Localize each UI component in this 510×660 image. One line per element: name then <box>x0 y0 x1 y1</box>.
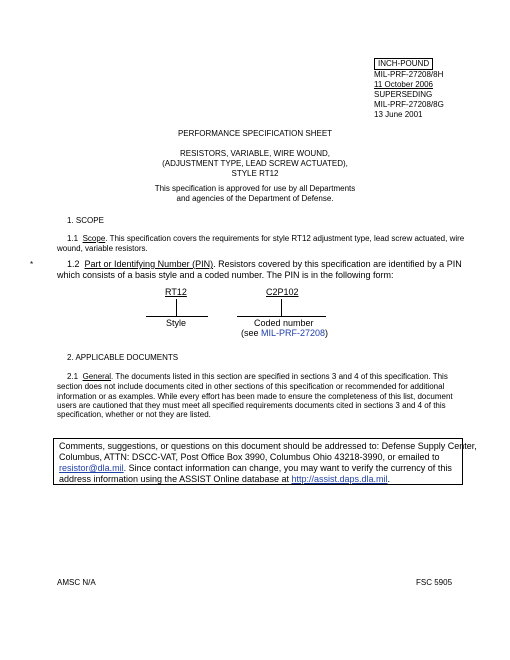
para-2-1-text-5: specification, whether or not they are listed. <box>57 410 211 419</box>
comments-line-3-rest: . Since contact information can change, you may want to verify the currency of this <box>123 463 452 473</box>
section-2-heading: 2. APPLICABLE DOCUMENTS <box>67 353 179 362</box>
inch-pound-label: INCH-POUND <box>374 58 433 70</box>
para-2-1-text-1: . The documents listed in this section are specified in sections 3 and 4 of this specification. This <box>111 372 448 381</box>
comments-line-4-suffix: . <box>387 474 391 484</box>
comments-line-4 <box>59 474 457 485</box>
pin-style-code: RT12 <box>165 287 187 297</box>
paragraph-1-2 <box>67 259 487 270</box>
comments-line-4-prefix: address information using the ASSIST Online database at <box>59 474 292 484</box>
change-mark: * <box>30 260 34 269</box>
doc-number: MIL-PRF-27208/8H <box>374 70 444 79</box>
comments-line-2: Columbus, ATTN: DSCC-VAT, Post Office Box 3990, Columbus Ohio 43218-3990, or emailed to <box>59 452 440 462</box>
title-line-3: (ADJUSTMENT TYPE, LEAD SCREW ACTUATED), <box>162 159 348 168</box>
para-1-1-title: Scope <box>82 234 106 243</box>
paragraph-2-1 <box>67 372 487 382</box>
assist-url-link[interactable]: http://assist.daps.dla.mil <box>291 474 388 484</box>
para-1-1-text-1: . This specification covers the requirements for style RT12 adjustment type, lead screw actuated, wire <box>105 234 465 243</box>
footer-amsc: AMSC N/A <box>57 578 96 587</box>
para-1-2-text-1: . Resistors covered by this specification are identified by a PIN <box>213 259 462 269</box>
pin-style-label: Style <box>166 318 187 328</box>
comments-line-3 <box>59 463 457 474</box>
para-1-2-text-2: which consists of a basis style and a coded number. The PIN is in the following form: <box>57 270 394 280</box>
title-line-2: RESISTORS, VARIABLE, WIRE WOUND, <box>180 149 330 158</box>
comments-box <box>53 438 477 485</box>
mil-prf-27208-link[interactable]: MIL-PRF-27208 <box>261 328 326 338</box>
pin-see-reference <box>241 328 328 339</box>
section-1-heading: 1. SCOPE <box>67 216 104 225</box>
superseded-date: 13 June 2001 <box>374 110 423 119</box>
para-2-1-text-4: users are cautioned that they must meet all specified requirements documents cited in sections 3 and 4 of this <box>57 401 446 410</box>
doc-date: 11 October 2006 <box>374 80 434 89</box>
see-prefix: (see <box>241 328 262 338</box>
document-header <box>374 58 444 120</box>
footer-fsc: FSC 5905 <box>416 578 453 587</box>
approval-line-2: and agencies of the Department of Defense. <box>176 194 334 203</box>
superseding-label: SUPERSEDING <box>374 90 433 99</box>
superseded-number: MIL-PRF-27208/8G <box>374 100 444 109</box>
para-1-2-title: Part or Identifying Number (PIN) <box>84 259 214 269</box>
title-line-4: STYLE RT12 <box>231 169 279 178</box>
para-1-2-number: 1.2 <box>67 259 80 269</box>
comments-line-1: Comments, suggestions, or questions on this document should be addressed to: Defense Supply Center, <box>59 441 477 451</box>
spec-sheet-title: PERFORMANCE SPECIFICATION SHEET <box>177 129 333 138</box>
pin-coded-label: Coded number <box>254 318 314 328</box>
para-1-1-number: 1.1 <box>67 234 79 243</box>
para-2-1-number: 2.1 <box>67 372 79 381</box>
pin-style-connector <box>176 299 177 316</box>
email-link[interactable]: resistor@dla.mil <box>59 463 124 473</box>
pin-style-rule <box>146 316 208 317</box>
para-1-1-text-2: wound, variable resistors. <box>57 244 148 253</box>
para-2-1-title: General <box>82 372 112 381</box>
see-suffix: ) <box>325 328 329 338</box>
para-2-1-text-3: information or as examples. While every effort has been made to ensure the completeness of this list, document <box>57 392 453 401</box>
pin-coded-rule <box>237 316 326 317</box>
para-2-1-text-2: section does not include documents cited in other sections of this specification or recommended for additional <box>57 382 445 391</box>
paragraph-1-1 <box>67 234 487 244</box>
pin-coded-connector <box>281 299 282 316</box>
approval-line-1: This specification is approved for use by all Departments <box>154 184 356 193</box>
pin-coded-example: C2P102 <box>266 287 299 297</box>
